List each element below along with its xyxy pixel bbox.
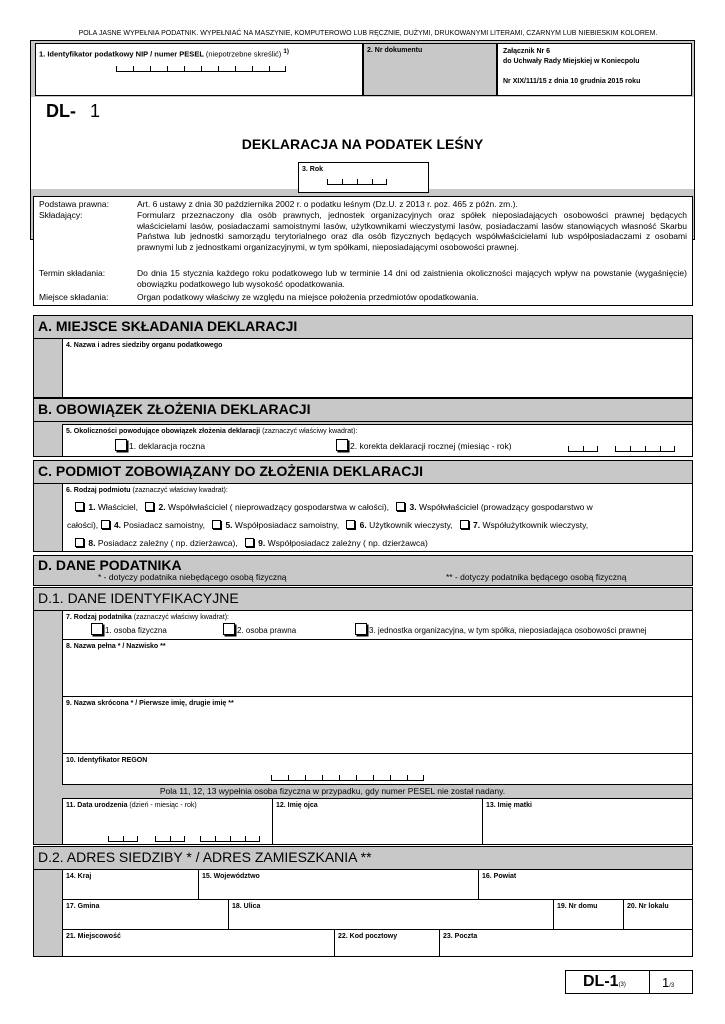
entity-row-1 xyxy=(75,502,593,512)
field-mother-label: 13. Imię matki xyxy=(486,802,532,809)
year2-ticks xyxy=(615,447,675,452)
field-birth-label: 11. Data urodzenia xyxy=(66,802,128,809)
entity-opt1[interactable]: 1. Właściciel, xyxy=(75,502,138,512)
page-title: DEKLARACJA NA PODATEK LEŚNY xyxy=(241,136,484,152)
field-nip-pesel[interactable] xyxy=(35,43,363,96)
section-b-title: B. OBOWIĄZEK ZŁOŻENIA DEKLARACJI xyxy=(33,398,693,422)
checkbox-icon[interactable] xyxy=(396,502,405,511)
section-d-note1: * - dotyczy podatnika niebędącego osobą fizyczną xyxy=(98,572,287,582)
entity-opt9[interactable]: 9. Współposiadacz zależny ( np. dzierżawca) xyxy=(245,538,428,548)
attachment-line3: Nr XIX/111/15 z dnia 10 grudnia 2015 roku xyxy=(503,78,641,85)
footer-pages: /3 xyxy=(669,983,675,989)
info-block xyxy=(33,196,693,306)
entity-row-2: całości), 4. Posiadacz samoistny, 5. Współposiadacz samoistny, 6. Użytkownik wieczysty, 7. Współużytkownik wieczysty, xyxy=(67,520,589,530)
section-a-title: A. MIEJSCE SKŁADANIA DEKLARACJI xyxy=(33,315,693,339)
option-annual[interactable] xyxy=(115,439,205,451)
field-father-name[interactable] xyxy=(272,798,483,845)
field-taxpayer-label: 7. Rodzaj podatnika xyxy=(66,614,132,621)
entity-opt8[interactable]: 8. Posiadacz zależny ( np. dzierżawca), xyxy=(75,538,238,548)
attachment-line1: Załącznik Nr 6 xyxy=(503,48,551,55)
field-circ-label: 5. Okoliczności powodujące obowiązek złożenia deklaracji xyxy=(66,428,261,435)
info-basis-text: Art. 6 ustawy z dnia 30 października 2002 r. o podatku leśnym (Dz.U. z 2013 r. poz. 465 z późn. zm.). xyxy=(137,199,518,209)
entity-row-3 xyxy=(75,538,428,548)
field-voivodeship[interactable] xyxy=(198,869,479,900)
taxpayer-opt3[interactable]: 3. jednostka organizacyjna, w tym spółka, nieposiadająca osobowości prawnej xyxy=(355,623,647,635)
field-country-label: 14. Kraj xyxy=(66,873,92,880)
form-code-number: 1 xyxy=(90,101,101,121)
field-nip-sup: 1) xyxy=(283,48,289,55)
field-full-name[interactable] xyxy=(62,639,693,697)
month-ticks xyxy=(568,447,598,452)
field-short-name[interactable] xyxy=(62,696,693,754)
field-house-no-label: 19. Nr domu xyxy=(557,903,598,910)
field-commune-label: 17. Gmina xyxy=(66,903,100,910)
checkbox-icon[interactable] xyxy=(212,520,221,529)
field-tax-office[interactable] xyxy=(62,338,693,398)
taxpayer-opt2[interactable]: 2. osoba prawna xyxy=(223,623,296,635)
nip-ticks xyxy=(116,67,286,72)
field-street-label: 18. Ulica xyxy=(232,903,261,910)
form-code-prefix: DL- xyxy=(46,101,76,121)
entity-opt7[interactable]: 7. Współużytkownik wieczysty, xyxy=(460,520,589,530)
checkbox-icon[interactable] xyxy=(145,502,154,511)
field-regon-label: 10. Identyfikator REGON xyxy=(66,757,148,764)
checkbox-icon[interactable] xyxy=(91,623,103,635)
field-flat-no-label: 20. Nr lokalu xyxy=(627,903,669,910)
field-locality[interactable] xyxy=(62,929,335,957)
attachment-line2: do Uchwały Rady Miejskiej w Koniecpolu xyxy=(503,58,640,65)
field-tax-office-label: 4. Nazwa i adres siedziby organu podatkowego xyxy=(66,342,223,349)
option-annual-label: 1. deklaracja roczna xyxy=(129,441,206,451)
field-nip-label: 1. Identyfikator podatkowy NIP / numer PESEL xyxy=(39,49,204,59)
field-postal-code[interactable] xyxy=(334,929,440,957)
regon-ticks xyxy=(271,776,424,781)
field-county[interactable] xyxy=(478,869,693,900)
info-basis-label: Podstawa prawna: xyxy=(39,199,109,209)
field-mother-name[interactable] xyxy=(482,798,693,845)
checkbox-icon[interactable] xyxy=(245,538,254,547)
section-d-header xyxy=(33,555,693,586)
field-doc-number xyxy=(363,43,497,96)
field-year-label: 3. Rok xyxy=(302,166,324,173)
entity-opt3[interactable]: 3. Współwłaściciel (prowadzący gospodarstwo w xyxy=(396,502,593,512)
year-birth-ticks xyxy=(200,837,260,842)
field-voivodeship-label: 15. Województwo xyxy=(202,873,260,880)
field-year[interactable] xyxy=(298,162,429,193)
field-commune[interactable] xyxy=(62,899,229,930)
entity-opt2[interactable]: 2. Współwłaściciel ( nieprowadzący gospodarstwa w całości), xyxy=(145,502,389,512)
field-postal-code-label: 22. Kod pocztowy xyxy=(338,933,398,940)
field-nip-note: (niepotrzebne skreślić) xyxy=(205,49,282,59)
info-deadline-label: Termin składania: xyxy=(39,268,106,278)
checkbox-icon[interactable] xyxy=(115,439,127,451)
field-regon[interactable] xyxy=(62,753,693,785)
option-correction[interactable] xyxy=(336,439,512,451)
footer-page: 1 xyxy=(662,975,670,990)
taxpayer-opt1[interactable]: 1. osoba fizyczna xyxy=(91,623,167,635)
entity-opt5[interactable]: 5. Współposiadacz samoistny, xyxy=(212,520,339,530)
footer-code: DL-1 xyxy=(583,973,619,990)
footer-box xyxy=(565,970,693,994)
field-country[interactable] xyxy=(62,869,199,900)
info-filer-label: Składający: xyxy=(39,210,83,220)
checkbox-icon[interactable] xyxy=(75,502,84,511)
info-place-label: Miejsce składania: xyxy=(39,292,109,302)
checkbox-icon[interactable] xyxy=(355,623,367,635)
info-place-text: Organ podatkowy właściwy ze względu na miejsce położenia przedmiotów opodatkowania. xyxy=(137,292,479,302)
field-birth-note: (dzień - miesiąc - rok) xyxy=(129,802,197,809)
footer-page-cell xyxy=(662,974,674,992)
entity-opt4[interactable]: 4. Posiadacz samoistny, xyxy=(101,520,205,530)
day-ticks xyxy=(108,837,138,842)
checkbox-icon[interactable] xyxy=(336,439,348,451)
info-filer-text: Formularz przeznaczony dla osób prawnych, jednostek organizacyjnych oraz spółek nieposiadających osobowości prawnej będących właścicielami lasów, posiadaczami samoistnymi lasów, użytkownikami wieczystymi lasów, posiadaczami lasów stanowiących własność Skarbu Państwa lub jednostki samorządu terytorialnego oraz dla osób fizycznych będących współwłaścicielami lub współposiadaczami z osobami prawnymi lub z jednostkami organizacyjnymi, w tym spółkami, nieposiadającymi osobowości prawnej. xyxy=(137,210,687,252)
field-house-no[interactable] xyxy=(553,899,624,930)
top-note: POLA JASNE WYPEŁNIA PODATNIK. WYPEŁNIAĆ NA MASZYNIE, KOMPUTEROWO LUB RĘCZNIE, DUŻYMI, DRUKOWANYMI LITERAMI, CZARNYM LUB NIEBIESKIM KOLOREM. xyxy=(78,30,658,37)
field-circumstances xyxy=(62,424,693,457)
attachment-info xyxy=(497,43,692,96)
field-flat-no[interactable] xyxy=(623,899,693,930)
field-post-office-label: 23. Poczta xyxy=(443,933,478,940)
field-doc-label: 2. Nr dokumentu xyxy=(367,47,423,54)
section-d1-title: D.1. DANE IDENTYFIKACYJNE xyxy=(33,587,693,611)
field-short-name-label: 9. Nazwa skrócona * / Pierwsze imię, drugie imię ** xyxy=(66,700,234,707)
field-locality-label: 21. Miejscowość xyxy=(66,933,121,940)
entity-opt6[interactable]: 6. Użytkownik wieczysty, xyxy=(346,520,452,530)
checkbox-icon[interactable] xyxy=(75,538,84,547)
field-entity-type xyxy=(62,483,693,552)
section-c-title: C. PODMIOT ZOBOWIĄZANY DO ZŁOŻENIA DEKLARACJI xyxy=(33,460,693,484)
month-birth-ticks xyxy=(155,837,185,842)
checkbox-icon[interactable] xyxy=(101,520,110,529)
field-post-office[interactable] xyxy=(439,929,693,957)
field-circ-note: (zaznaczyć właściwy kwadrat): xyxy=(262,428,358,435)
info-deadline-text: Do dnia 15 stycznia każdego roku podatkowego lub w terminie 14 dni od zaistnienia okoliczności mających wpływ na powstanie (wygaśnięcie) obowiązku podatkowego lub wysokość opodatkowania. xyxy=(137,268,687,289)
year-ticks xyxy=(327,180,387,185)
checkbox-icon[interactable] xyxy=(346,520,355,529)
field-street[interactable] xyxy=(228,899,554,930)
field-father-label: 12. Imię ojca xyxy=(276,802,318,809)
checkbox-icon[interactable] xyxy=(460,520,469,529)
footer-code-cell xyxy=(566,971,650,993)
option-correction-label: 2. korekta deklaracji rocznej (miesiąc - rok) xyxy=(350,441,512,451)
field-birth-date[interactable] xyxy=(62,798,273,845)
field-county-label: 16. Powiat xyxy=(482,873,517,880)
field-entity-label: 6. Rodzaj podmiotu xyxy=(66,487,131,494)
field-taxpayer-type xyxy=(62,610,693,640)
section-d-note2: ** - dotyczy podatnika będącego osobą fizyczną xyxy=(446,572,627,582)
field-entity-note: (zaznaczyć właściwy kwadrat): xyxy=(132,487,228,494)
footer-ver: (3) xyxy=(618,982,626,988)
pesel-note: Pola 11, 12, 13 wypełnia osoba fizyczna w przypadku, gdy numer PESEL nie został nadany. xyxy=(159,786,506,796)
field-taxpayer-note: (zaznaczyć właściwy kwadrat): xyxy=(133,614,229,621)
field-full-name-label: 8. Nazwa pełna * / Nazwisko ** xyxy=(66,643,166,650)
checkbox-icon[interactable] xyxy=(223,623,235,635)
section-d-title: D. DANE PODATNIKA xyxy=(38,557,182,573)
section-d2-title: D.2. ADRES SIEDZIBY * / ADRES ZAMIESZKANIA ** xyxy=(33,846,693,870)
